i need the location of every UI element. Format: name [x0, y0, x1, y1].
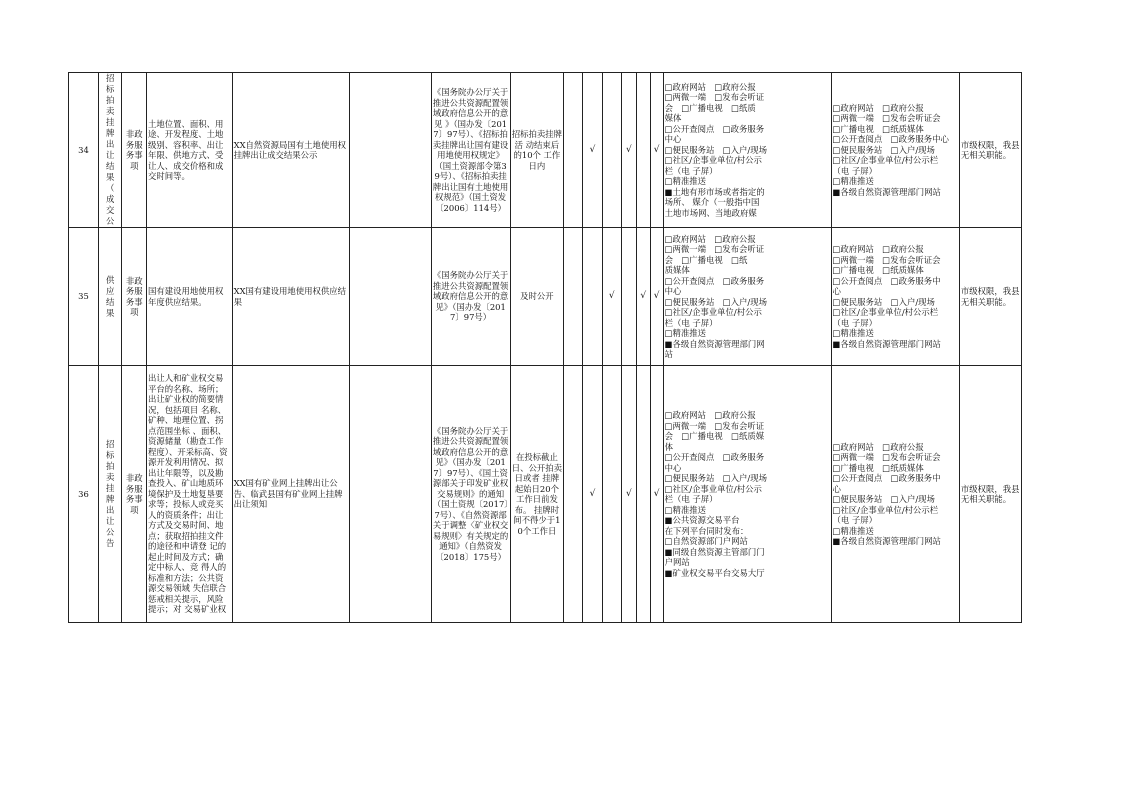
channel-line: □便民服务站 □入户/现场	[664, 296, 767, 307]
remark-cell: 市级权限，我县无相关职能。	[959, 228, 1021, 366]
check-cell	[564, 228, 583, 366]
channel-line: □社区/企事业单位/村公示栏	[832, 155, 939, 166]
check-cell	[602, 73, 621, 228]
empty-cell	[350, 366, 431, 623]
channel-line: 心	[832, 483, 841, 494]
channels-secondary-cell	[831, 366, 959, 623]
channel-line: □两微一端 □发布会听证	[664, 420, 765, 431]
channel-line: 会 □广播电视 □纸质媒	[664, 431, 765, 441]
table-row	[69, 366, 1022, 623]
channel-line: □公开查阅点 □政务服务	[664, 275, 765, 286]
channel-line: □政府网站 □政府公报	[832, 102, 924, 113]
check-cell	[602, 366, 621, 623]
channel-line: ■各级自然资源管理部门网站	[832, 186, 941, 197]
channel-line: □精准推送	[664, 328, 706, 338]
channels-secondary-cell	[831, 228, 959, 366]
item-name-cell: XX国有矿业网上挂牌出让公告、临武县国有矿业网上挂牌出让须知	[232, 366, 350, 623]
category-cell: 供 应 结 果	[98, 228, 122, 366]
channel-line: □社区/企事业单位/村公示	[664, 307, 762, 317]
channel-line: □公开查阅点 □政务服务中	[832, 275, 941, 286]
channel-line: □精准推送	[664, 176, 706, 187]
channel-line: （电 子屏）	[832, 317, 878, 328]
check-cell: √	[602, 228, 621, 366]
disclosure-table	[68, 72, 1022, 623]
channel-line: □公开查阅点 □政务服务	[664, 123, 765, 134]
channel-line: 站	[664, 349, 673, 359]
channel-line: □广播电视 □纸质媒体	[832, 265, 924, 275]
channel-line: □精准推送	[664, 504, 706, 515]
channel-line: □政府网站 □政府公报	[832, 441, 924, 452]
channel-line: □精准推送	[832, 176, 874, 187]
channel-line: 心	[832, 286, 841, 296]
channel-line: □便民服务站 □入户/现场	[664, 144, 767, 155]
channel-line: □两微一端 □发布会听证会	[832, 452, 941, 462]
channel-line: 媒体	[664, 113, 682, 124]
content-cell: 土地位置、面积、用途、开发程度、土地级别、容积率、出让年限、供地方式、受让人、成交价格和成交时间等。	[147, 73, 233, 228]
channel-line: 户网站	[664, 557, 690, 567]
channel-line: □政府网站 □政府公报	[664, 81, 756, 92]
check-cell	[583, 228, 602, 366]
channel-line: □政府网站 □政府公报	[664, 233, 756, 244]
channel-line: □精准推送	[832, 525, 874, 536]
channel-line: 土地市场网、当地政府媒	[664, 207, 757, 218]
time-limit-cell: 招标拍卖挂牌活 动结束后的10个 工作日内	[510, 73, 563, 228]
channels-secondary-cell	[831, 73, 959, 228]
channel-line: （电 子屏）	[832, 515, 878, 525]
row-number: 36	[69, 366, 99, 623]
check-cell	[564, 366, 583, 623]
channel-line: ■各级自然资源管理部门网站	[832, 536, 941, 546]
empty-cell	[350, 73, 431, 228]
channel-line: （电 子屏）	[832, 165, 878, 176]
channel-line: □便民服务站 □入户/现场	[664, 473, 767, 483]
channel-line: 栏（电 子屏）	[664, 494, 718, 504]
row-number: 35	[69, 228, 99, 366]
item-name-cell: XX自然资源局国有土地使用权挂牌出让成交结果公示	[232, 73, 350, 228]
channel-line: □政府网站 □政府公报	[832, 244, 924, 254]
channel-line: 在下列平台同时发布：	[664, 525, 749, 536]
channels-cell	[663, 366, 831, 623]
channel-line: ■同级自然资源主管部门门	[664, 546, 765, 557]
channel-line: 栏（电 子屏）	[664, 317, 718, 328]
check-cell: √	[621, 366, 636, 623]
empty-cell	[350, 228, 431, 366]
channel-line: □广播电视 □纸质媒体	[832, 462, 924, 473]
channel-line: □精准推送	[832, 328, 874, 338]
channel-line: □政府网站 □政府公报	[664, 410, 756, 420]
check-cell: √	[650, 228, 663, 366]
channel-line: □公开查阅点 □政务服务中	[832, 473, 941, 483]
channel-line: □两微一端 □发布会听证会	[832, 113, 941, 124]
item-name-cell: XX国有建设用地使用权供应结果	[232, 228, 350, 366]
channel-line: □两微一端 □发布会听证	[664, 244, 765, 254]
channel-line: □两微一端 □发布会听证	[664, 92, 765, 103]
channel-line: 中心	[664, 462, 682, 473]
check-cell: √	[583, 73, 602, 228]
channel-line: ■各级自然资源管理部门网站	[832, 338, 941, 349]
channel-line: □广播电视 □纸质媒体	[832, 123, 924, 134]
channel-line: 中心	[664, 134, 682, 145]
subject-cell: 非政务服务事项	[122, 366, 147, 623]
check-cell	[636, 366, 650, 623]
channels-cell	[663, 73, 831, 228]
channel-line: □两微一端 □发布会听证会	[832, 254, 941, 265]
check-cell: √	[621, 73, 636, 228]
basis-cell: 《国务院办公厅关于推进公共资源配置领域政府信息公开的意见 》（国办发〔2017〕97号）、《招标拍卖挂牌出让国有建设用地使用权规定》（国土资源部令第39号）、《招标拍卖挂牌出让国有土地使用权规范》（国土资发〔2006〕114号）	[431, 73, 510, 228]
basis-cell: 《国务院办公厅关于推进公共资源配置领域政府信息公开的意见》（国办发〔2017〕97号）	[431, 228, 510, 366]
channel-line: ■各级自然资源管理部门网	[664, 338, 765, 349]
channel-line: 中心	[664, 286, 682, 296]
channel-line: 质媒体	[664, 265, 690, 275]
check-cell: √	[636, 228, 650, 366]
channel-line: ■矿业权交易平台交易大厅	[664, 567, 765, 578]
channel-line: □社区/企事业单位/村公示栏	[832, 307, 939, 317]
channel-line: 会 □广播电视 □纸	[664, 254, 748, 265]
subject-cell: 非政务服务事项	[122, 73, 147, 228]
check-cell: √	[650, 73, 663, 228]
table-row	[69, 228, 1022, 366]
remark-cell: 市级权限，我县无相关职能。	[959, 73, 1021, 228]
content-cell: 出让人和矿业权交易平台的名称、场所；出让矿业权的简要情况，包括项目 名称、矿种、地理位置、拐点范围坐标 、面积、资源储量（勘查工作程度）、开采标高、资源开发利用情况、拟出让年限等，以及勘查投入、矿山地质环境保护及土地复垦要求等；投标人或竞买人的资质条件；出让方式及交易时间、地点；获取招拍挂文件的途径和申请登 记的起止时间及方式；确定中标人、竞 得人的标准和方法；公共资源交易领域 失信联合惩戒相关提示，风险提示；对 交易矿业权	[147, 366, 233, 623]
channel-line: □公开查阅点 □政务服务中心	[832, 134, 949, 145]
check-cell	[621, 228, 636, 366]
channels-cell	[663, 228, 831, 366]
table-row	[69, 73, 1022, 228]
channel-line: □社区/企事业单位/村公示栏	[832, 504, 939, 515]
subject-cell: 非政务服务事项	[122, 228, 147, 366]
channel-line: □公开查阅点 □政务服务	[664, 452, 765, 462]
check-cell	[564, 73, 583, 228]
category-cell: 招 标 拍 卖 挂 牌 出 让 公 告	[98, 366, 122, 623]
row-number: 34	[69, 73, 99, 228]
channel-line: 栏（电 子屏）	[664, 165, 718, 176]
channel-line: □便民服务站 □入户/现场	[832, 296, 935, 307]
time-limit-cell: 在投标截止日、公开拍卖日或者 挂牌起始日20个 工作日前发布。 挂牌时间不得少于10个工作日	[510, 366, 563, 623]
channel-line: 会 □广播电视 □纸质	[664, 102, 756, 113]
check-cell: √	[583, 366, 602, 623]
check-cell: √	[650, 366, 663, 623]
channel-line: □社区/企事业单位/村公示	[664, 155, 762, 166]
time-limit-cell: 及时公开	[510, 228, 563, 366]
channel-line: □自然资源部门户网站	[664, 536, 748, 546]
category-cell: 招 标 拍 卖 挂 牌 出 让 结 果 （ 成 交 公	[98, 73, 122, 228]
check-cell	[636, 73, 650, 228]
channel-line: 场所、 媒介（一般指中国	[664, 197, 760, 208]
basis-cell: 《国务院办公厅关于推进公共资源配置领域政府信息公开的意见》（国办发〔2017〕97号）、《国土资源部关于印发矿业权交易规则》的通知（国土资规〔2017〕7号）、《自然资源部关于调整〈矿业权交易规则〉有关规定的通知》（自然资发〔2018〕175号）	[431, 366, 510, 623]
channel-line: □社区/企事业单位/村公示	[664, 483, 762, 494]
channel-line: □便民服务站 □入户/现场	[832, 494, 935, 504]
remark-cell: 市级权限，我县无相关职能。	[959, 366, 1021, 623]
channel-line: □便民服务站 □入户/现场	[832, 144, 935, 155]
channel-line: 体	[664, 441, 673, 452]
channel-line: ■土地有形市场或者指定的	[664, 186, 765, 197]
channel-line: ■公共资源交易平台	[664, 515, 740, 525]
content-cell: 国有建设用地使用权年度供应结果。	[147, 228, 233, 366]
